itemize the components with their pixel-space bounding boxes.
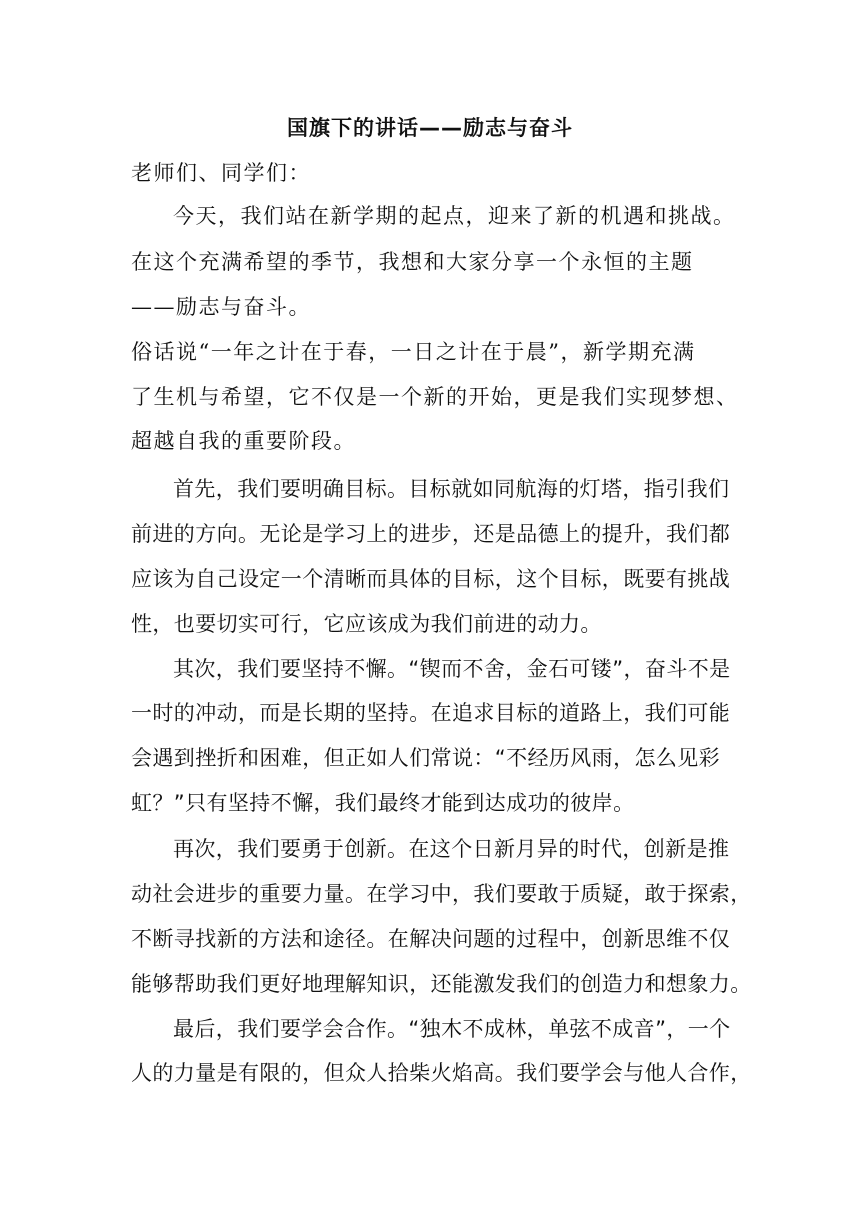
text-line: 前进的方向。无论是学习上的进步，还是品德上的提升，我们都 — [131, 522, 731, 546]
text-line: 超越自我的重要阶段。 — [131, 429, 356, 453]
text-line: 应该为自己设定一个清晰而具体的目标，这个目标，既要有挑战 — [131, 567, 731, 591]
text-line: 人的力量是有限的，但众人拾柴火焰高。我们要学会与他人合作， — [131, 1061, 752, 1085]
text-line: 俗话说“一年之计在于春，一日之计在于晨”，新学期充满 — [131, 340, 696, 364]
text-line: 一时的冲动，而是长期的坚持。在追求目标的道路上，我们可能 — [131, 701, 731, 725]
text-line: 在这个充满希望的季节，我想和大家分享一个永恒的主题 — [131, 250, 694, 274]
text-line: 今天，我们站在新学期的起点，迎来了新的机遇和挑战。 — [173, 204, 736, 228]
text-line: 会遇到挫折和困难，但正如人们常说：“不经历风雨，怎么见彩 — [131, 746, 721, 770]
text-line: 性，也要切实可行，它应该成为我们前进的动力。 — [131, 612, 602, 636]
document-title: 国旗下的讲话——励志与奋斗 — [287, 116, 573, 140]
text-line: ——励志与奋斗。 — [131, 295, 311, 319]
salutation: 老师们、同学们： — [131, 161, 311, 185]
text-line: 虹？”只有坚持不懈，我们最终才能到达成功的彼岸。 — [131, 791, 635, 815]
text-line: 动社会进步的重要力量。在学习中，我们要敢于质疑，敢于探索， — [131, 882, 752, 906]
text-line: 能够帮助我们更好地理解知识，还能激发我们的创造力和想象力。 — [131, 972, 752, 996]
text-line: 了生机与希望，它不仅是一个新的开始，更是我们实现梦想、 — [131, 385, 739, 409]
text-line: 不断寻找新的方法和途径。在解决问题的过程中，创新思维不仅 — [131, 927, 731, 951]
text-line: 再次，我们要勇于创新。在这个日新月异的时代，创新是推 — [173, 837, 730, 861]
text-line: 首先，我们要明确目标。目标就如同航海的灯塔，指引我们 — [173, 477, 730, 501]
text-line: 其次，我们要坚持不懈。“锲而不舍，金石可镂”，奋斗不是 — [173, 657, 731, 681]
text-line: 最后，我们要学会合作。“独木不成林，单弦不成音”，一个 — [173, 1017, 731, 1041]
